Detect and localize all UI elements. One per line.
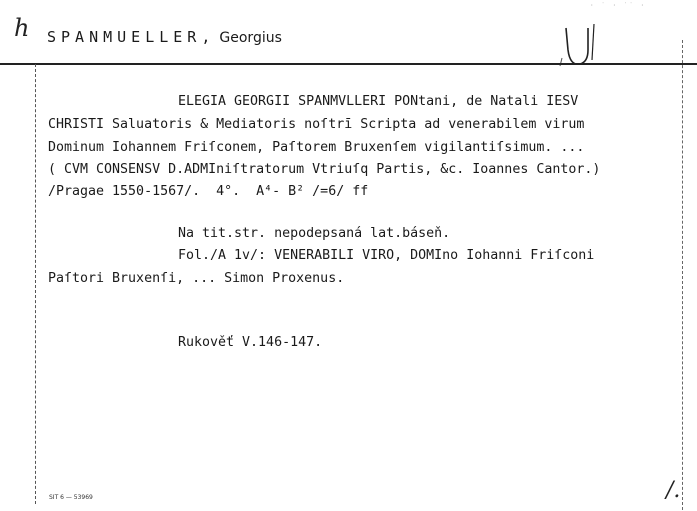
paper-specks: · ˙ · ˙˙ · — [590, 2, 647, 9]
imprint-line: /Pragae 1550-1567/. 4°. A⁴- B² /=6/ ff — [48, 184, 369, 199]
footer-handwritten-mark: /. — [666, 478, 681, 503]
header-separator: , — [201, 28, 211, 46]
left-margin-line — [35, 64, 36, 504]
title-line-3: Dominum Iohannem Friſconem, Paſtorem Bruxenſem vigilantiſsimum. ... — [48, 140, 585, 155]
header-rule — [0, 63, 697, 65]
right-margin-line — [682, 40, 683, 510]
note-line-1: Na tit.str. nepodepsaná lat.báseň. — [178, 226, 451, 241]
note-line-3: Paſtori Bruxenſi, ... Simon Proxenus. — [48, 271, 345, 286]
reference-line: Rukověť V.146-147. — [178, 335, 323, 350]
card-print-code: SIT 6 — 53969 — [49, 494, 93, 501]
title-line-2: CHRISTI Saluatoris & Mediatoris noſtrī Scripta ad venerabilem virum — [48, 117, 585, 132]
title-line-4: ( CVM CONSENSV D.ADMIniſtratorum Vtriuſq Partis, &c. Ioannes Cantor.) — [48, 162, 601, 177]
note-line-2: Fol./A 1v/: VENERABILI VIRO, DOMIno Iohanni Friſconi — [178, 248, 595, 263]
author-surname: SPANMUELLER — [47, 28, 202, 46]
title-line-1: ELEGIA GEORGII SPANMVLLERI PONtani, de Natali IESV — [178, 94, 579, 109]
corner-handwritten-mark: h — [14, 14, 30, 42]
card-header — [47, 28, 282, 46]
author-given-name: Georgius — [219, 30, 282, 46]
